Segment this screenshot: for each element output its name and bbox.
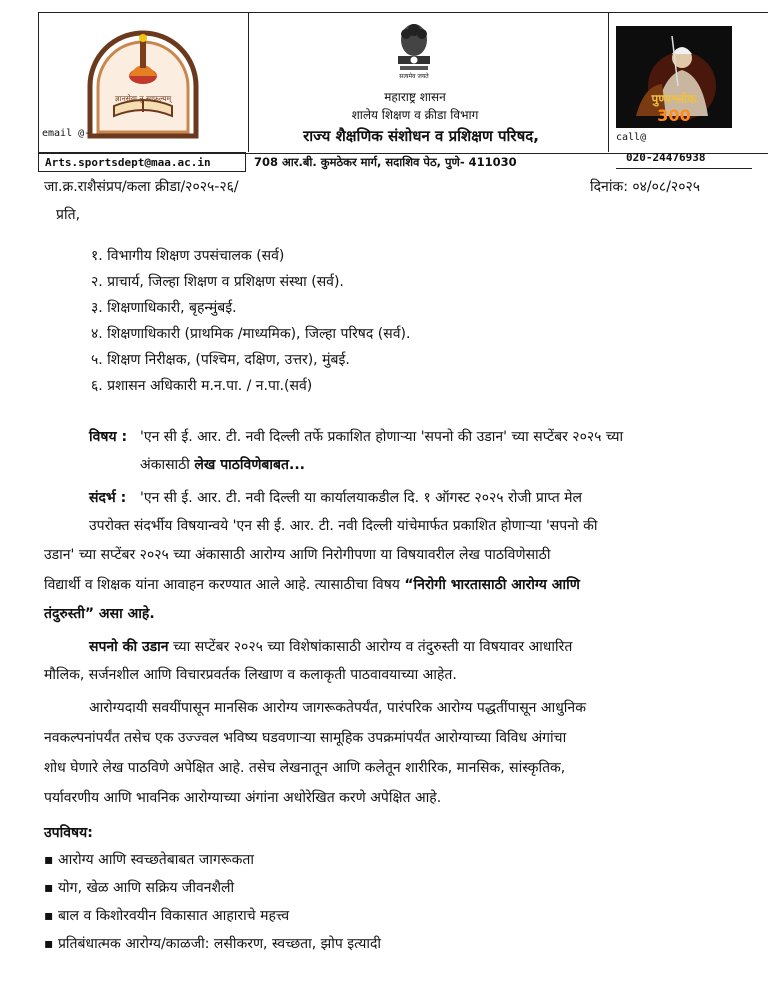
letter-date: दिनांक: ०४/०८/२०२५ [590,179,701,195]
gov-line-2: शालेय शिक्षण व क्रीडा विभाग [351,108,479,122]
emblem-motto: सत्यमेव जयते [399,73,429,80]
subject-text: अंकासाठी [140,457,195,473]
list-item: १. विभागीय शिक्षण उपसंचालक (सर्व) [91,248,285,264]
letterhead [38,12,768,172]
email-address: Arts.sportsdept@maa.ac.in [38,152,246,172]
reference-label: संदर्भ : [89,490,127,506]
email-label: email @- [42,128,91,139]
gov-line-1: महाराष्ट्र शासन [384,90,446,104]
photo-caption: पुण्यश्लोक [651,92,697,106]
paragraph-text: असा आहे. [94,606,155,622]
magazine-name: सपनो की उडान [89,639,169,655]
list-item: ६. प्रशासन अधिकारी म.न.पा. / न.पा.(सर्व) [91,378,313,394]
paragraph-line [89,637,572,656]
paragraph-text: च्या सप्टेंबर २०२५ च्या विशेषांकासाठी आरोग्य व तंदुरुस्ती या विषयावर आधारित [168,639,573,655]
list-item: ५. शिक्षण निरीक्षक, (पश्चिम, दक्षिण, उत्तर), मुंबई. [91,352,350,368]
paragraph-line: पर्यावरणीय आणि भावनिक आरोग्याच्या अंगांना अधोरेखित करणे अपेक्षित आहे. [44,790,442,806]
office-address: 708 आर.बी. कुमठेकर मार्ग, सदाशिव पेठ, पुणे- 411030 [254,155,517,169]
subtopics-heading: उपविषय: [44,825,93,841]
divider [608,12,609,152]
reference-text: 'एन सी ई. आर. टी. नवी दिल्ली या कार्यालयाकडील दि. १ ऑगस्ट २०२५ रोजी प्राप्त मेल [140,490,583,506]
reference-number: जा.क्र.राशैसंप्रप/कला क्रीडा/२०२५-२६/ [44,179,239,195]
list-item: ▪ योग, खेळ आणि सक्रिय जीवनशैली [44,880,235,896]
photo-number: 300 [657,106,691,125]
paragraph-line: उपरोक्त संदर्भीय विषयान्वये 'एन सी ई. आर. टी. नवी दिल्ली यांचेमार्फत प्रकाशित होणाऱ्या 'सपनो की [89,518,598,534]
organization-name: राज्य शैक्षणिक संशोधन व प्रशिक्षण परिषद, [303,127,539,145]
list-item: ▪ आरोग्य आणि स्वच्छतेबाबत जागरूकता [44,852,254,868]
commemorative-photo [616,26,732,128]
topic-emphasis: “निरोगी भारतासाठी आरोग्य आणि [404,577,580,593]
paragraph-line [44,604,155,623]
paragraph-text: विद्यार्थी व शिक्षक यांना आवाहन करण्यात आले आहे. त्यासाठीचा विषय [44,577,405,593]
topic-emphasis: तंदुरुस्ती” [44,606,95,622]
paragraph-line: नवकल्पनांपर्यंत तसेच एक उज्ज्वल भविष्य घडवणाऱ्या सामूहिक उपक्रमांपर्यंत आरोग्याच्या विविध अंगांचा [44,730,567,746]
subject-label: विषय : [89,429,128,445]
salutation: प्रति, [56,207,81,223]
phone-number: 020-24476938 [626,151,706,164]
list-item: ४. शिक्षणाधिकारी (प्राथमिक /माध्यमिक), जिल्हा परिषद (सर्व). [91,326,411,342]
scert-logo-icon [84,24,202,142]
list-item: ▪ प्रतिबंधात्मक आरोग्य/काळजी: लसीकरण, स्वच्छता, झोप इत्यादी [44,936,382,952]
subject-line [140,455,305,474]
paragraph-line: उडान' च्या सप्टेंबर २०२५ च्या अंकासाठी आरोग्य आणि निरोगीपणा या विषयावरील लेख पाठविणेसाठी [44,547,551,563]
national-emblem-icon [392,12,436,78]
call-label: call@ [616,132,647,143]
subject-emphasis: लेख पाठविणेबाबत... [194,457,305,473]
list-item: ३. शिक्षणाधिकारी, बृहन्मुंबई. [91,300,237,316]
paragraph-line: आरोग्यदायी सवयींपासून मानसिक आरोग्य जागरूकतेपर्यंत, पारंपरिक आरोग्य पद्धतींपासून आधुनिक [89,700,586,716]
subject-line: 'एन सी ई. आर. टी. नवी दिल्ली तर्फे प्रकाशित होणाऱ्या 'सपनो की उडान' च्या सप्टेंबर २०२५ च्या [140,429,624,445]
paragraph-line: शोध घेणारे लेख पाठविणे अपेक्षित आहे. तसेच लेखनातून आणि कलेतून शारीरिक, मानसिक, सांस्कृतिक, [44,760,566,776]
divider [616,168,752,169]
paragraph-line [44,575,580,594]
list-item: २. प्राचार्य, जिल्हा शिक्षण व प्रशिक्षण संस्था (सर्व). [91,274,344,290]
paragraph-line: मौलिक, सर्जनशील आणि विचारप्रवर्तक लिखाण व कलाकृती पाठवावयाच्या आहेत. [44,667,457,683]
logo-motto: ज्ञानसेवा तु साफल्यम् [114,94,172,103]
list-item: ▪ बाल व किशोरवयीन विकासात आहाराचे महत्त्व [44,908,290,924]
